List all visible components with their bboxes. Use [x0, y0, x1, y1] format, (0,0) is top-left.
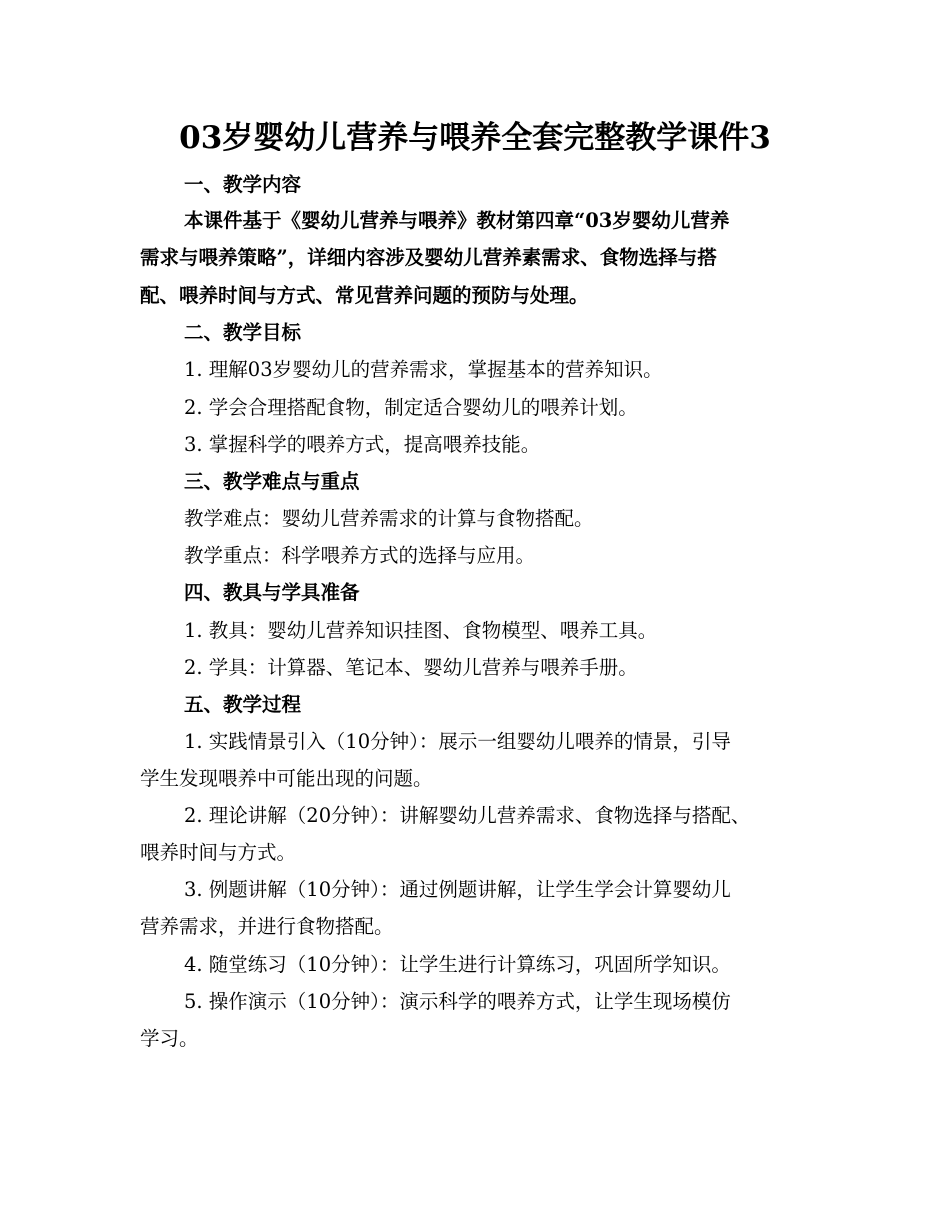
paragraph-line: 配、喂养时间与方式、常见营养问题的预防与处理。 [140, 284, 589, 307]
section-heading-goals: 二、教学目标 [184, 321, 302, 344]
list-item: 1. 实践情景引入（10分钟）：展示一组婴幼儿喂养的情景，引导 [184, 730, 731, 753]
list-item: 2. 学会合理搭配食物，制定适合婴幼儿的喂养计划。 [184, 396, 638, 419]
list-item: 1. 理解03岁婴幼儿的营养需求，掌握基本的营养知识。 [184, 358, 663, 381]
paragraph-line: 本课件基于《婴幼儿营养与喂养》教材第四章“03岁婴幼儿营养 [184, 209, 730, 232]
paragraph-line: 教学重点：科学喂养方式的选择与应用。 [184, 544, 536, 567]
list-item-continuation: 学生发现喂养中可能出现的问题。 [140, 767, 433, 790]
document-title: 03岁婴幼儿营养与喂养全套完整教学课件3 [179, 120, 771, 156]
paragraph-line: 教学难点：婴幼儿营养需求的计算与食物搭配。 [184, 507, 594, 530]
paragraph-line: 需求与喂养策略”，详细内容涉及婴幼儿营养素需求、食物选择与搭 [140, 246, 717, 269]
section-heading-content: 一、教学内容 [184, 173, 302, 196]
list-item: 5. 操作演示（10分钟）：演示科学的喂养方式，让学生现场模仿 [184, 990, 731, 1013]
list-item: 1. 教具：婴幼儿营养知识挂图、食物模型、喂养工具。 [184, 619, 658, 642]
list-item-continuation: 喂养时间与方式。 [140, 841, 297, 864]
section-heading-process: 五、教学过程 [184, 693, 302, 716]
list-item-continuation: 学习。 [140, 1027, 199, 1050]
section-heading-materials: 四、教具与学具准备 [184, 581, 360, 604]
list-item: 3. 掌握科学的喂养方式，提高喂养技能。 [184, 433, 541, 456]
list-item-continuation: 营养需求，并进行食物搭配。 [140, 915, 394, 938]
section-heading-difficulties: 三、教学难点与重点 [184, 470, 360, 493]
list-item: 4. 随堂练习（10分钟）：让学生进行计算练习，巩固所学知识。 [184, 953, 731, 976]
list-item: 2. 理论讲解（20分钟）：讲解婴幼儿营养需求、食物选择与搭配、 [184, 804, 751, 827]
list-item: 2. 学具：计算器、笔记本、婴幼儿营养与喂养手册。 [184, 656, 638, 679]
list-item: 3. 例题讲解（10分钟）：通过例题讲解，让学生学会计算婴幼儿 [184, 878, 731, 901]
